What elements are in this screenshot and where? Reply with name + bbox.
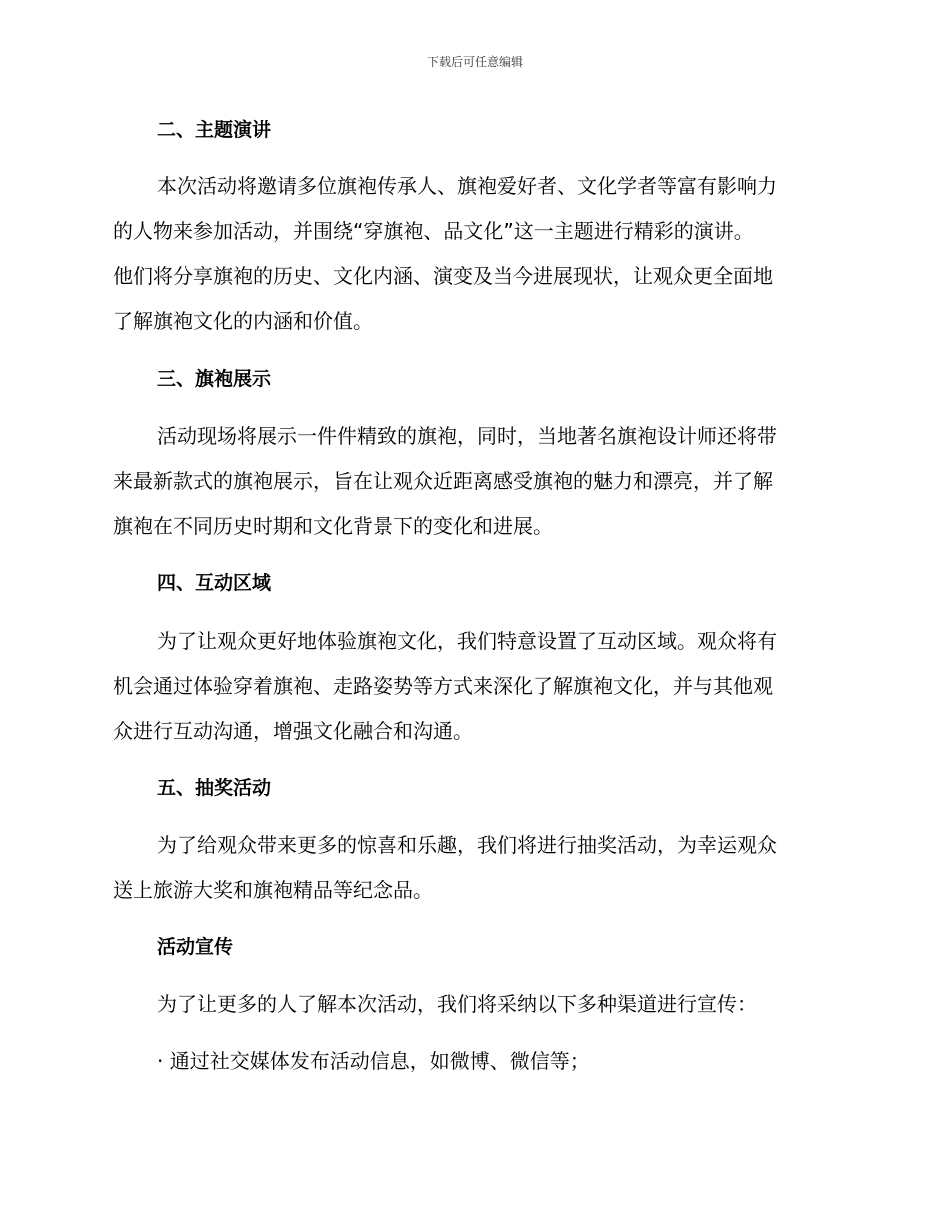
page-header: 下载后可任意编辑 <box>426 55 523 69</box>
section-heading: 三、旗袍展示 <box>157 368 272 390</box>
paragraph-line: 活动现场将展示一件件精致的旗袍，同时，当地著名旗袍设计师还将带 <box>157 424 777 448</box>
section-heading: 二、主题演讲 <box>157 119 272 141</box>
paragraph-line: 机会通过体验穿着旗袍、走路姿势等方式来深化了解旗袍文化，并与其他观 <box>113 674 773 698</box>
section-heading: 五、抽奖活动 <box>157 777 272 799</box>
section-heading: 活动宣传 <box>157 936 234 958</box>
paragraph-line: 本次活动将邀请多位旗袍传承人、旗袍爱好者、文化学者等富有影响力 <box>157 174 777 198</box>
paragraph-line: 为了让更多的人了解本次活动，我们将采纳以下多种渠道进行宣传： <box>157 992 757 1016</box>
paragraph-line: 旗袍在不同历史时期和文化背景下的变化和进展。 <box>113 514 553 538</box>
bullet-item: · 通过社交媒体发布活动信息，如微博、微信等； <box>157 1049 590 1073</box>
paragraph-line: 来最新款式的旗袍展示，旨在让观众近距离感受旗袍的魅力和漂亮，并了解 <box>113 469 773 493</box>
paragraph-line: 他们将分享旗袍的历史、文化内涵、演变及当今进展现状，让观众更全面地 <box>113 264 773 288</box>
section-heading: 四、互动区域 <box>157 572 272 594</box>
paragraph-line: 的人物来参加活动，并围绕“穿旗袍、品文化”这一主题进行精彩的演讲。 <box>113 219 754 243</box>
paragraph-line: 送上旅游大奖和旗袍精品等纪念品。 <box>113 878 433 902</box>
paragraph-line: 为了给观众带来更多的惊喜和乐趣，我们将进行抽奖活动，为幸运观众 <box>157 833 777 857</box>
paragraph-line: 为了让观众更好地体验旗袍文化，我们特意设置了互动区域。观众将有 <box>157 629 777 653</box>
paragraph-line: 众进行互动沟通，增强文化融合和沟通。 <box>113 719 473 743</box>
paragraph-line: 了解旗袍文化的内涵和价值。 <box>113 309 373 333</box>
